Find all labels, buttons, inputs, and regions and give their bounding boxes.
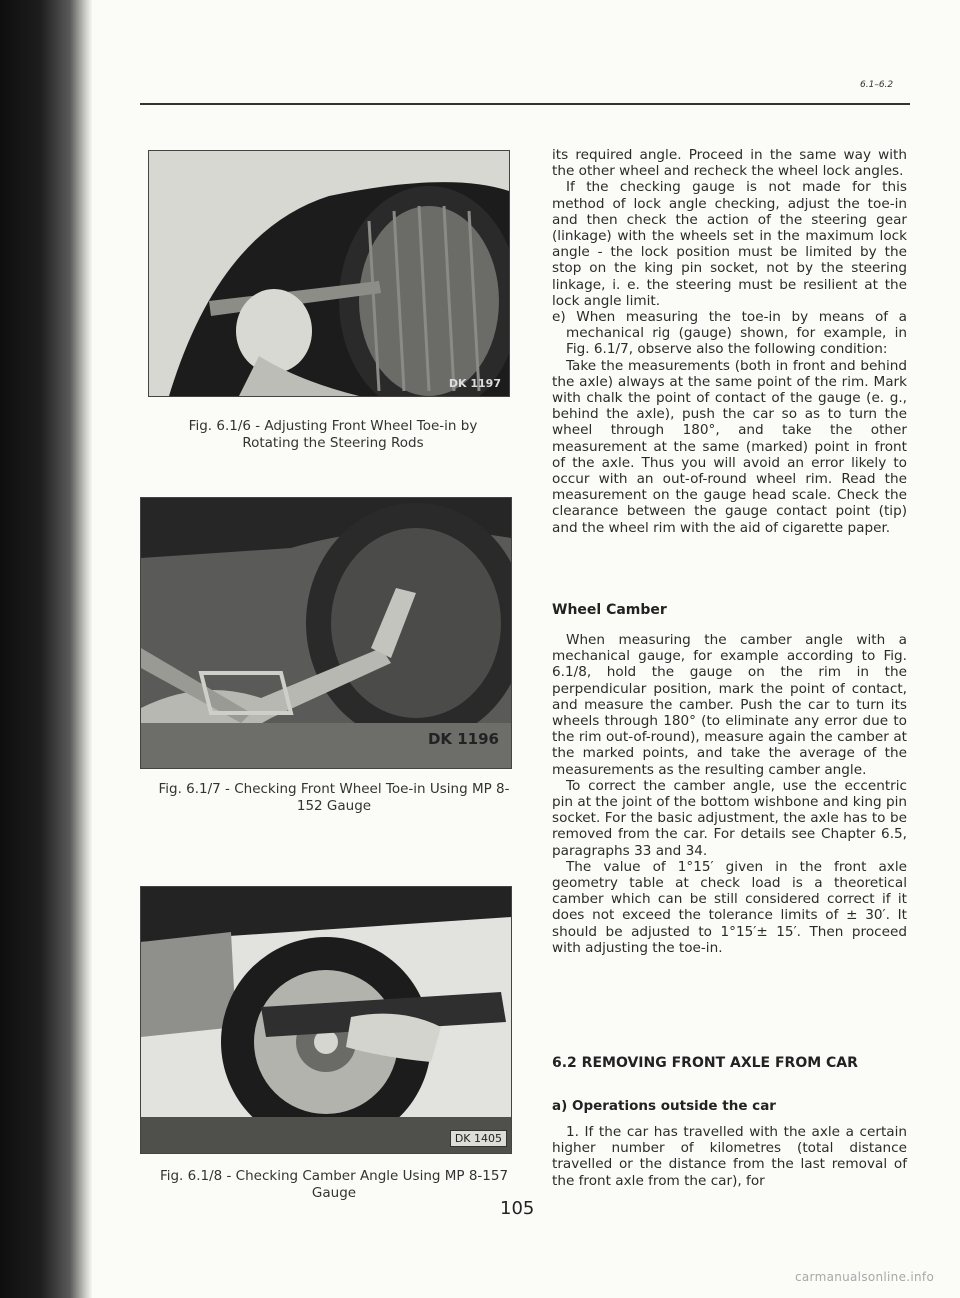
wheel-camber-heading: Wheel Camber bbox=[552, 602, 667, 618]
gauge-rig-illustration bbox=[141, 498, 511, 768]
text-column-upper bbox=[552, 147, 907, 536]
book-binding-shadow bbox=[0, 0, 92, 1298]
paragraph: Take the measurements (both in front and behind the axle) always at the same point of the rim. Mark with chalk the point of contact of the gauge (e. g., behind the axle), push the car so as to turn the wheel through 180°, and take the other measurement at the same (marked) point in front of the axle. Thus you will avoid an error likely to occur with an out-of-round wheel rim. Read the measurement on the gauge head scale. Check the clearance between the gauge contact point (tip) and the wheel rim with the aid of cigarette paper. bbox=[552, 357, 907, 536]
camber-gauge-illustration bbox=[141, 887, 511, 1153]
paragraph: To correct the camber angle, use the eccentric pin at the joint of the bottom wishbone and king pin socket. For the basic adjustment, the axle has to be removed from the car. For details see Chapter 6.5, paragraphs 33 and 34. bbox=[552, 777, 907, 859]
header-rule bbox=[140, 103, 910, 105]
figure-label: DK 1405 bbox=[450, 1130, 507, 1147]
figure-photo-toe-in-gauge bbox=[140, 497, 512, 769]
sub-heading: a) Operations outside the car bbox=[552, 1098, 776, 1114]
paragraph: The value of 1°15′ given in the front axle geometry table at check load is a theoretical camber which can be still considered correct if it does not exceed the tolerance limits of ± 30′. It should be adjusted to 1°15′± 15′. Then proceed with adjusting the toe-in. bbox=[552, 858, 907, 956]
page-number: 105 bbox=[500, 1198, 535, 1219]
paragraph: If the checking gauge is not made for this method of lock angle checking, adjust the toe-in and then check the action of the steering gear (linkage) with the wheels set in the maximum lock angle - the lock position must be limited by the stop on the king pin socket, not by the steering linkage, i. e. the steering must be resilient at the lock angle limit. bbox=[552, 179, 907, 309]
paragraph: 1. If the car has travelled with the axle a certain higher number of kilometres (total distance travelled or the distance from the last removal of the front axle from the car), for bbox=[552, 1124, 907, 1189]
section-reference: 6.1–6.2 bbox=[860, 80, 894, 90]
paragraph: its required angle. Proceed in the same way with the other wheel and recheck the wheel lock angles. bbox=[552, 147, 907, 180]
text-column-camber bbox=[552, 632, 907, 956]
figure-caption: Fig. 6.1/6 - Adjusting Front Wheel Toe-in by Rotating the Steering Rods bbox=[188, 418, 478, 451]
figure-label: DK 1197 bbox=[448, 377, 501, 390]
watermark-text: carmanualsonline.info bbox=[795, 1270, 935, 1284]
figure-caption: Fig. 6.1/7 - Checking Front Wheel Toe-in Using MP 8-152 Gauge bbox=[158, 781, 510, 814]
figure-photo-toe-in-adjust bbox=[148, 150, 510, 397]
section-heading: 6.2 REMOVING FRONT AXLE FROM CAR bbox=[552, 1055, 858, 1071]
paragraph: When measuring the camber angle with a mechanical gauge, for example according to Fig. 6.1/8, hold the gauge on the rim in the perpendicular position, mark the point of contact, and measure the camber. Push the car to turn its wheels through 180° (to eliminate any error due to the rim out-of-round), measure again the camber at the marked points, and take the average of the measurements as the resulting camber angle. bbox=[552, 632, 907, 778]
wheel-arch-illustration bbox=[149, 151, 509, 396]
text-column-lower bbox=[552, 1124, 907, 1189]
figure-caption: Fig. 6.1/8 - Checking Camber Angle Using MP 8-157 Gauge bbox=[159, 1168, 509, 1201]
paragraph: e) When measuring the toe-in by means of a mechanical rig (gauge) shown, for example, in Fig. 6.1/7, observe also the following condition: bbox=[552, 309, 907, 358]
figure-photo-camber-gauge bbox=[140, 886, 512, 1154]
figure-label: DK 1196 bbox=[427, 730, 499, 748]
